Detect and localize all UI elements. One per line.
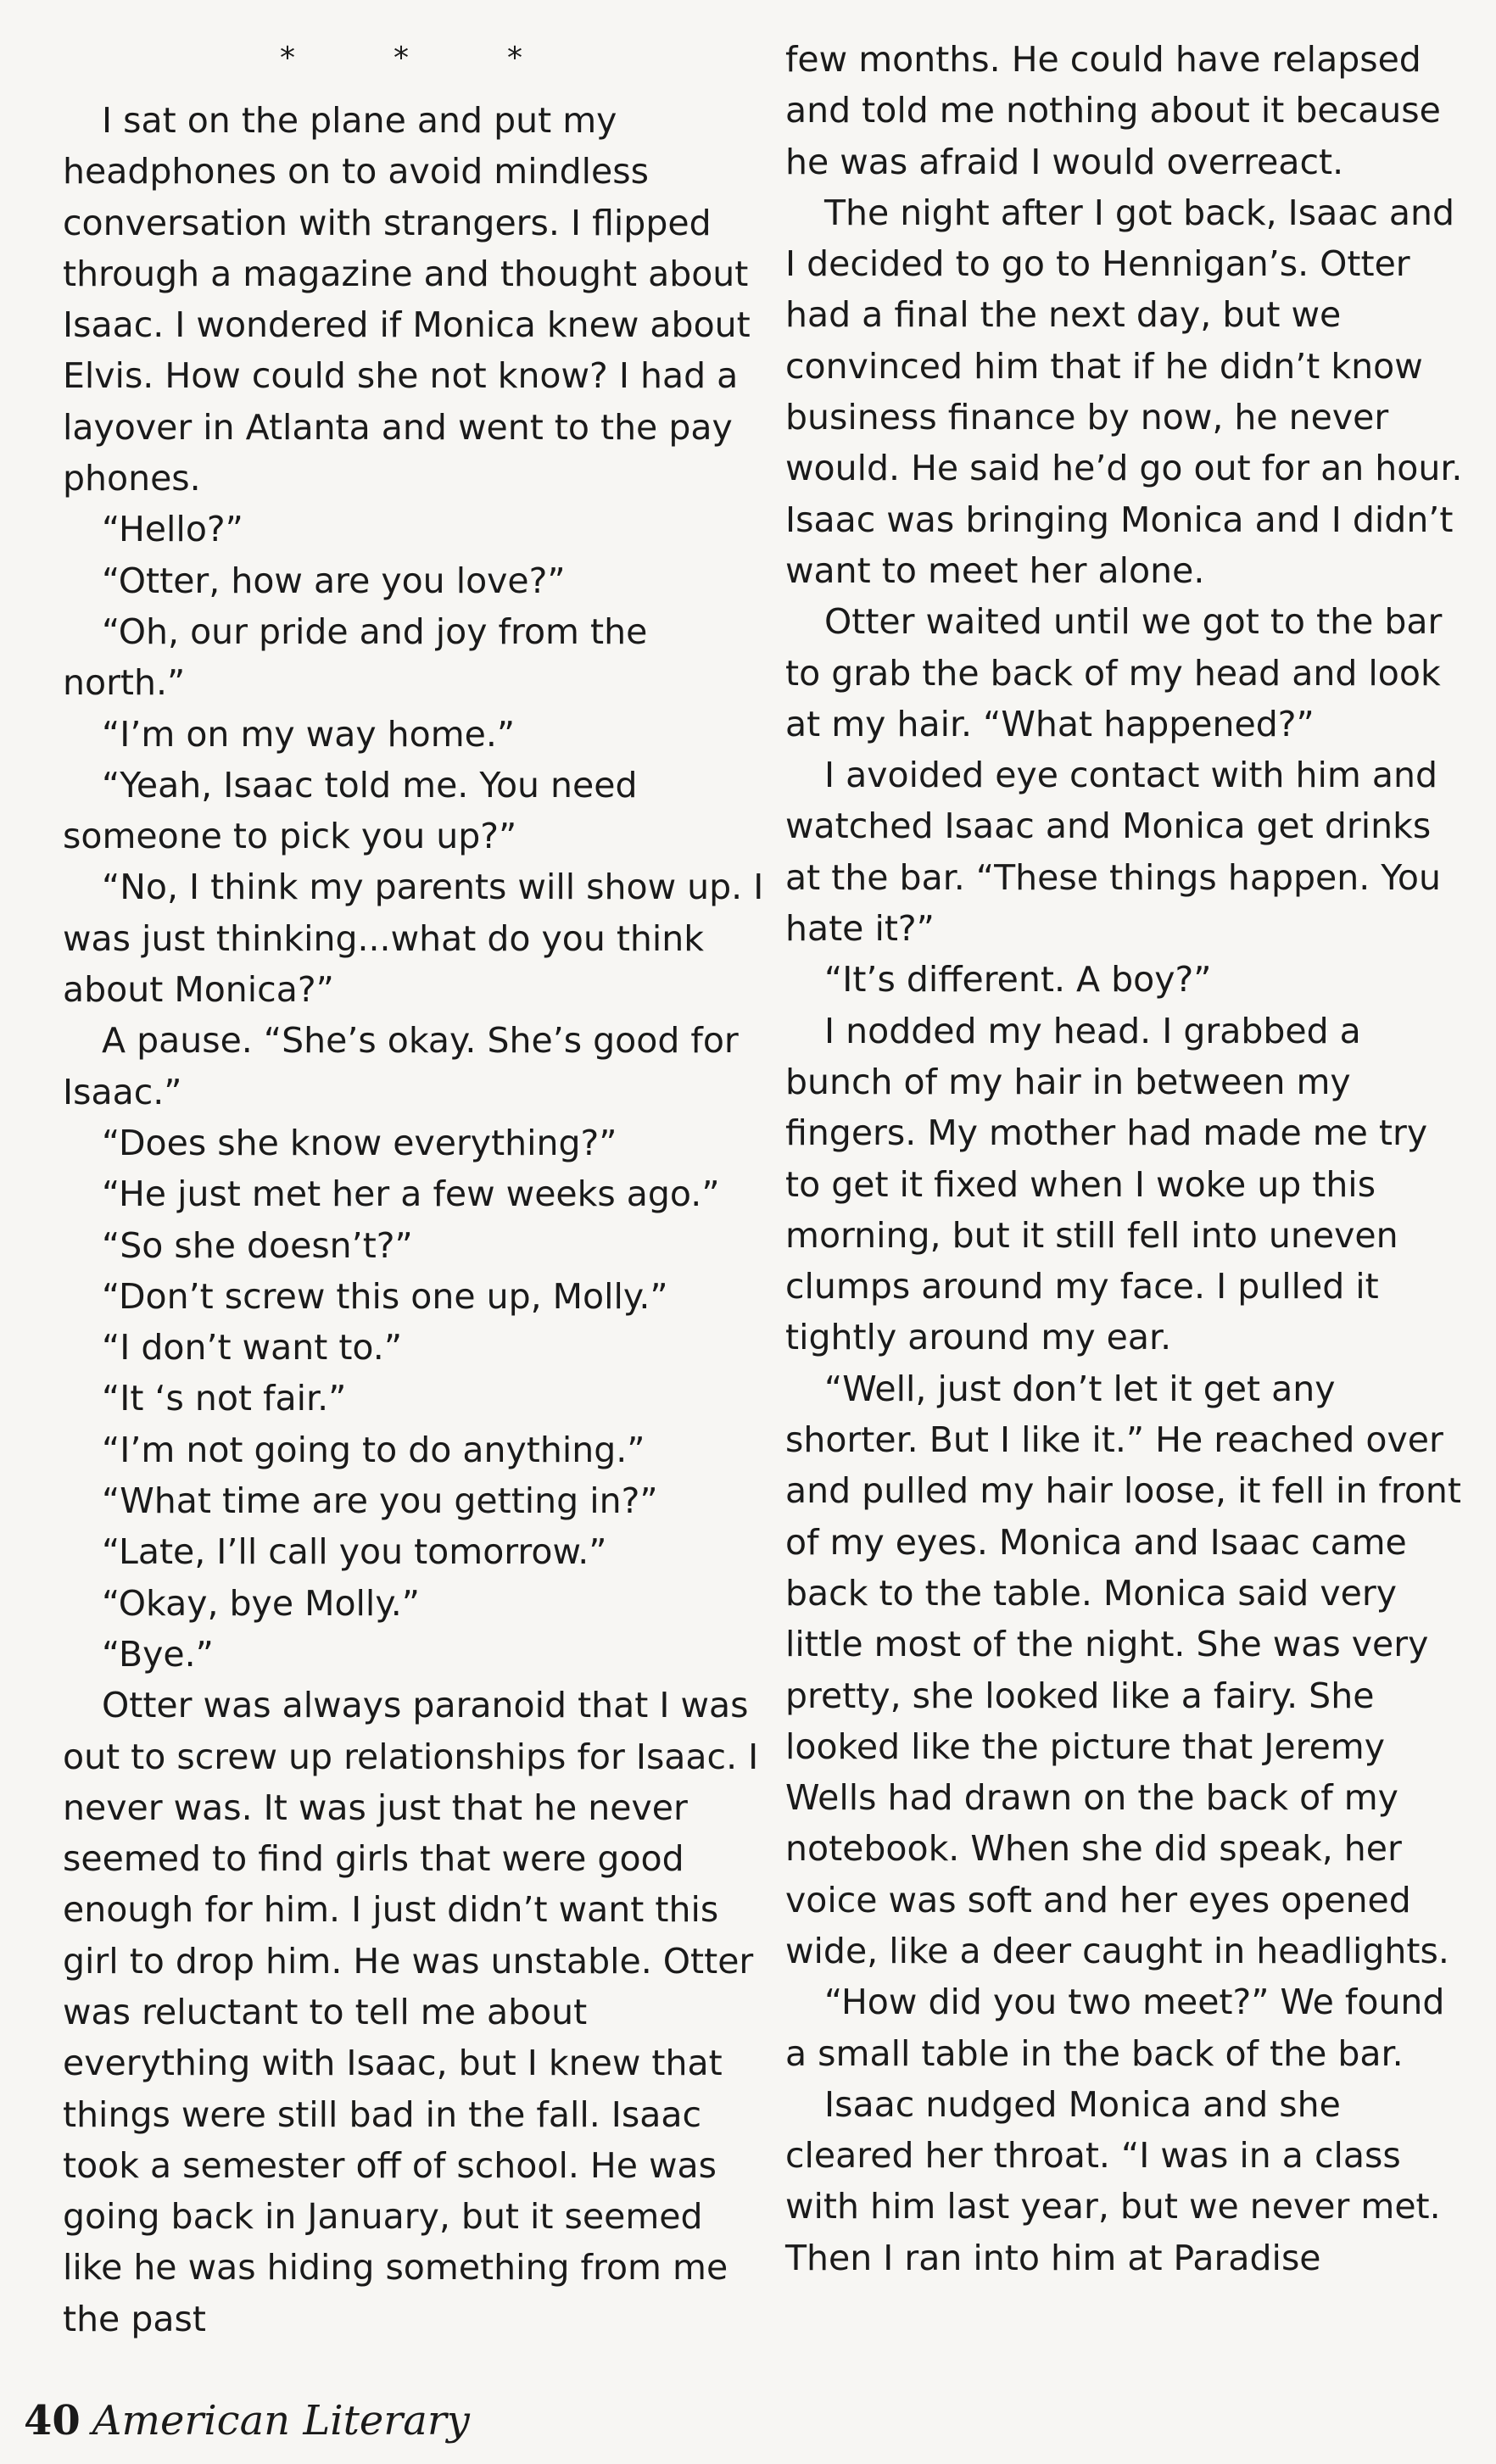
paragraph: “How did you two meet?” We found a small table in the back of the bar. bbox=[785, 1982, 1445, 2074]
paragraph: I nodded my head. I grabbed a bunch of my hair in between my fingers. My mother had made me try to get it fixed when I woke up this morning, but it still fell into uneven clumps around my face. I pulled it tightly around my ear. bbox=[785, 1010, 1428, 1358]
paragraph: “No, I think my parents will show up. I was just thinking...what do you think about Monica?” bbox=[63, 867, 764, 1011]
paragraph: “Otter, how are you love?” bbox=[102, 560, 566, 601]
right-column bbox=[785, 34, 1464, 2283]
section-separator bbox=[280, 34, 767, 83]
separator-asterisk: * bbox=[507, 41, 522, 75]
paragraph-continuation: few months. He could have relapsed and told me nothing about it because he was afraid I would overreact. bbox=[785, 39, 1441, 182]
paragraph: “I don’t want to.” bbox=[102, 1327, 403, 1369]
paragraph: Otter was always paranoid that I was out to screw up relationships for Isaac. I never was. It was just that he never seemed to find girls that were good enough for him. I just didn’t want this girl to drop him. He was unstable. Otter was reluctant to tell me about everything with Isaac, but I knew that things were still bad in the fall. Isaac took a semester off of school. He was going back in January, but it seemed like he was hiding something from me the past bbox=[63, 1685, 759, 2339]
paragraph: “I’m on my way home.” bbox=[102, 713, 516, 755]
publication-name: American Literary bbox=[92, 2397, 470, 2444]
page-number: 40 bbox=[24, 2397, 81, 2444]
paragraph: “It ‘s not fair.” bbox=[102, 1378, 347, 1419]
paragraph: “Late, I’ll call you tomorrow.” bbox=[102, 1531, 607, 1573]
paragraph: I sat on the plane and put my headphones on to avoid mindless conversation with strangers. I flipped through a magazine and thought about Isaac. I wondered if Monica knew about Elvis. How could she not know? I had a layover in Atlanta and went to the pay phones. bbox=[63, 100, 751, 499]
paragraph: “It’s different. A boy?” bbox=[824, 959, 1212, 1001]
page-footer bbox=[24, 2391, 470, 2450]
paragraph: A pause. “She’s okay. She’s good for Isaac.” bbox=[63, 1020, 739, 1112]
paragraph: “What time are you getting in?” bbox=[102, 1480, 658, 1522]
paragraph: “He just met her a few weeks ago.” bbox=[102, 1173, 720, 1215]
paragraph: “I’m not going to do anything.” bbox=[102, 1429, 645, 1470]
paragraph: “Don’t screw this one up, Molly.” bbox=[102, 1275, 668, 1317]
paragraph: “Bye.” bbox=[102, 1633, 214, 1675]
separator-asterisk: * bbox=[280, 41, 295, 75]
paragraph: Otter waited until we got to the bar to grab the back of my head and look at my hair. “What happened?” bbox=[785, 601, 1443, 744]
paragraph: The night after I got back, Isaac and I decided to go to Hennigan’s. Otter had a final the next day, but we convinced him that if he didn’t know business finance by now, he never would. He said he’d go out for an hour. Isaac was bringing Monica and I didn’t want to meet her alone. bbox=[785, 192, 1463, 591]
paragraph: “Yeah, Isaac told me. You need someone to pick you up?” bbox=[63, 764, 638, 857]
paragraph: “Does she know everything?” bbox=[102, 1122, 617, 1163]
separator-asterisk: * bbox=[394, 41, 409, 75]
paragraph: “Hello?” bbox=[102, 509, 243, 550]
paragraph: “Well, just don’t let it get any shorter. But I like it.” He reached over and pulled my hair loose, it fell in front of my eyes. Monica and Isaac came back to the table. Monica said very little most of the night. She was very pretty, she looked like a fairy. She looked like the picture that Jeremy Wells had drawn on the back of my notebook. When she did speak, her voice was soft and her eyes opened wide, like a deer caught in headlights. bbox=[785, 1368, 1461, 1971]
paragraph: Isaac nudged Monica and she cleared her throat. “I was in a class with him last year, but we never met. Then I ran into him at Paradise bbox=[785, 2083, 1441, 2278]
paragraph: “So she doesn’t?” bbox=[102, 1224, 413, 1266]
paragraph: “Okay, bye Molly.” bbox=[102, 1582, 421, 1624]
left-column bbox=[63, 34, 767, 2344]
paragraph: I avoided eye contact with him and watched Isaac and Monica get drinks at the bar. “These things happen. You hate it?” bbox=[785, 755, 1441, 950]
paragraph: “Oh, our pride and joy from the north.” bbox=[63, 610, 648, 704]
